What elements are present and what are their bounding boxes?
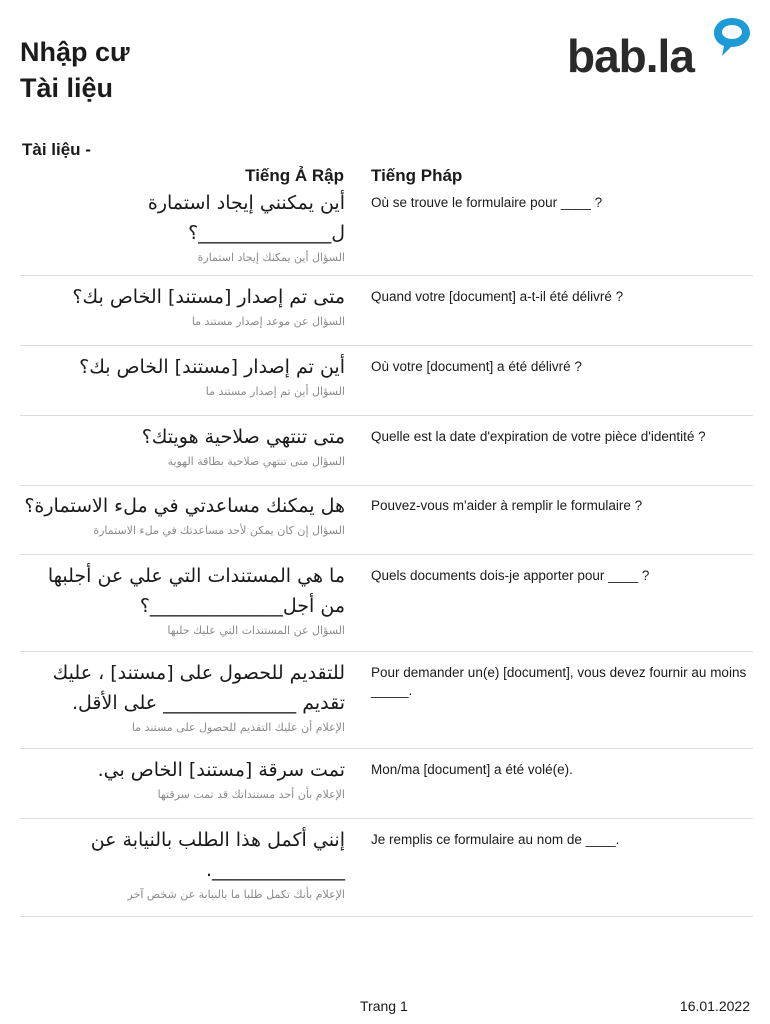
arabic-phrase: ما هي المستندات التي علي عن أجلبها من أجل______________؟: [47, 565, 345, 617]
arabic-note: السؤال أين يمكنك إيجاد استمارة: [197, 251, 345, 264]
title-line-1: Nhập cư: [20, 37, 130, 67]
french-phrase: Où se trouve le formulaire pour ____ ?: [371, 195, 603, 210]
arabic-note: السؤال عن المستندات التي عليك جلبها: [167, 624, 345, 637]
phrase-row: [20, 352, 753, 416]
arabic-phrase: هل يمكنك مساعدتي في ملء الاستمارة؟: [24, 495, 345, 517]
phrase-row: [20, 188, 753, 276]
french-phrase: Quand votre [document] a-t-il été délivré ?: [371, 289, 624, 304]
title-line-2: Tài liệu: [20, 73, 114, 103]
section-title: Tài liệu -: [22, 140, 91, 159]
french-phrase: Mon/ma [document] a été volé(e).: [371, 762, 573, 777]
arabic-phrase: أين يمكنني إيجاد استمارة ل______________؟: [147, 192, 345, 244]
phrase-row: [20, 825, 753, 917]
arabic-note: السؤال متى تنتهي صلاحية بطاقة الهوية: [167, 455, 345, 468]
arabic-note: الإعلام بأن أحد مستنداتك قد تمت سرقتها: [157, 788, 345, 801]
page-title: [20, 34, 130, 106]
column-header-french: Tiếng Pháp: [371, 166, 463, 185]
arabic-note: السؤال أين تم إصدار مستند ما: [205, 385, 345, 398]
bab-la-logo: [567, 14, 757, 86]
arabic-phrase: أين تم إصدار [مستند] الخاص بك؟: [79, 356, 345, 378]
french-phrase: Quels documents dois-je apporter pour ____ ?: [371, 568, 650, 583]
logo-text: bab.la: [567, 30, 694, 82]
arabic-phrase: متى تم إصدار [مستند] الخاص بك؟: [72, 286, 345, 308]
column-header-arabic: Tiếng Ả Rập: [245, 166, 344, 185]
arabic-phrase: متى تنتهي صلاحية هويتك؟: [141, 426, 345, 448]
french-phrase: Pour demander un(e) [document], vous devez fournir au moins _____.: [371, 665, 747, 698]
document-date: 16.01.2022: [679, 998, 750, 1014]
page-number: Trang 1: [360, 998, 408, 1014]
speech-bubble-icon: [709, 14, 755, 60]
arabic-phrase: إنني أكمل هذا الطلب بالنيابة عن ______________.: [90, 829, 345, 881]
french-phrase: Où votre [document] a été délivré ?: [371, 359, 582, 374]
phrase-row: [20, 561, 753, 652]
arabic-note: السؤال إن كان يمكن لأحد مساعدتك في ملء الاستمارة: [93, 524, 345, 537]
phrase-row: [20, 422, 753, 486]
arabic-note: الإعلام أن عليك التقديم للحصول على مستند ما: [131, 721, 345, 734]
french-phrase: Quelle est la date d'expiration de votre pièce d'identité ?: [371, 429, 706, 444]
french-phrase: Je remplis ce formulaire au nom de ____.: [371, 832, 620, 847]
arabic-note: السؤال عن موعد إصدار مستند ما: [191, 315, 345, 328]
phrase-row: [20, 491, 753, 555]
phrase-row: [20, 658, 753, 749]
arabic-note: الإعلام بأنك تكمل طلبا ما بالنيابة عن شخص آخر: [127, 888, 345, 901]
phrase-row: [20, 755, 753, 819]
french-phrase: Pouvez-vous m'aider à remplir le formulaire ?: [371, 498, 643, 513]
phrase-row: [20, 282, 753, 346]
arabic-phrase: للتقديم للحصول على [مستند] ، عليك تقديم ______________ على الأقل.: [52, 662, 345, 714]
arabic-phrase: تمت سرقة [مستند] الخاص بي.: [97, 759, 345, 781]
